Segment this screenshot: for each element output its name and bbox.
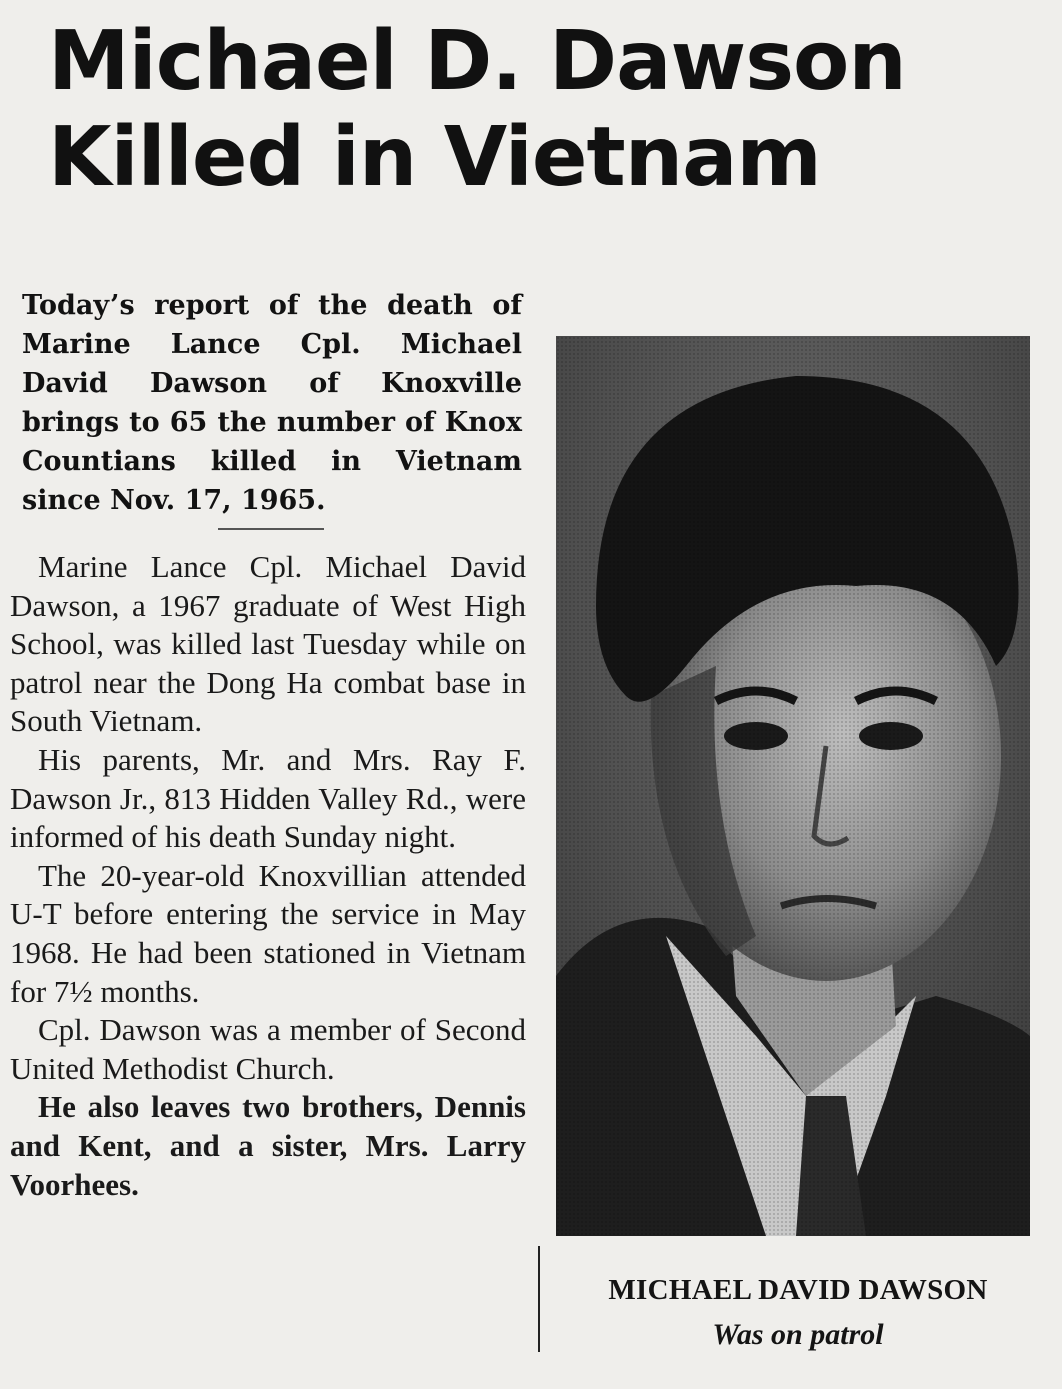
article-body: [10, 548, 526, 1204]
photo-caption-subtitle: Was on patrol: [712, 1318, 884, 1351]
article-paragraph-3: The 20-year-old Knoxvillian attended U-T before entering the service in May 1968. He had been stationed in Vietnam for 7½ months.: [10, 857, 526, 1009]
headline: [48, 14, 1048, 206]
article-paragraph-4: Cpl. Dawson was a member of Second United Methodist Church.: [10, 1012, 526, 1086]
article-paragraph-1: Marine Lance Cpl. Michael David Dawson, a 1967 graduate of West High School, was killed last Tuesday while on patrol near the Dong Ha combat base in South Vietnam.: [10, 549, 526, 739]
portrait-photo: [556, 336, 1030, 1236]
section-divider: [218, 528, 324, 530]
column-rule: [538, 1246, 540, 1352]
lead-paragraph: Today’s report of the death of Marine Lance Cpl. Michael David Dawson of Knoxville brings to 65 the number of Knox Countians killed in Vietnam since Nov. 17, 1965.: [22, 290, 522, 516]
headline-line-2: Killed in Vietnam: [48, 110, 821, 205]
photo-caption-name: MICHAEL DAVID DAWSON: [608, 1274, 988, 1306]
article-paragraph-2: His parents, Mr. and Mrs. Ray F. Dawson Jr., 813 Hidden Valley Rd., were informed of his death Sunday night.: [10, 741, 526, 855]
portrait-illustration: [556, 336, 1030, 1236]
article-paragraph-5: He also leaves two brothers, Dennis and Kent, and a sister, Mrs. Larry Voorhees.: [10, 1089, 526, 1202]
headline-line-1: Michael D. Dawson: [48, 14, 906, 109]
